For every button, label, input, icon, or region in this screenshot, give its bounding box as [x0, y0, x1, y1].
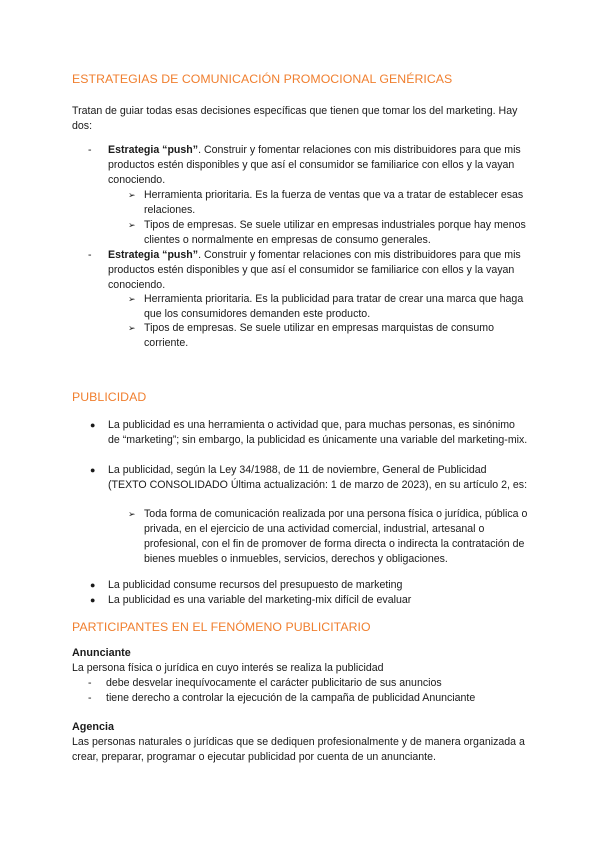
bullet-dot-icon: ●: [90, 465, 96, 475]
strategy-1-name: Estrategia “push”: [108, 144, 199, 156]
publicidad-bullet-1-text: La publicidad es una herramienta o actividad que, para muchas personas, es sinónimo de “marketing”; sin embargo, la publicidad es únicamente una variable del marketing-mix.: [108, 419, 528, 446]
strategy-1-sub-1-text: Herramienta prioritaria. Es la fuerza de ventas que va a tratar de establecer esas relaciones.: [144, 189, 524, 216]
anunciante-definition: La persona física o jurídica en cuyo interés se realiza la publicidad: [72, 662, 384, 674]
publicidad-bullet-4: [88, 593, 528, 608]
strategy-item-1: [88, 143, 528, 188]
bullet-dot-icon: ●: [90, 420, 96, 430]
strategy-1-text: . Construir y fomentar relaciones con mis distribuidores para que mis productos estén disponibles y que así el consumidor se familiarice con ellos y la vayan conociendo.: [108, 144, 521, 186]
ley-quote: [128, 507, 528, 567]
strategy-2-text: . Construir y fomentar relaciones con mis distribuidores para que mis productos estén disponibles y que así el consumidor se familiarice con ellos y la vayan conociendo.: [108, 249, 521, 291]
dash-marker: -: [88, 249, 92, 261]
bullet-dot-icon: ●: [90, 595, 96, 605]
publicidad-bullet-4-text: La publicidad es una variable del marketing-mix difícil de evaluar: [108, 594, 412, 606]
strategy-2-name: Estrategia “push”: [108, 249, 199, 261]
section-title-participantes: PARTICIPANTES EN EL FENÓMENO PUBLICITARIO: [72, 620, 371, 634]
publicidad-bullet-3-text: La publicidad consume recursos del presupuesto de marketing: [108, 579, 403, 591]
publicidad-bullet-2-text: La publicidad, según la Ley 34/1988, de 11 de noviembre, General de Publicidad (TEXTO CONSOLIDADO Última actualización: 1 de marzo de 2023), en su artículo 2, es:: [108, 464, 528, 491]
publicidad-bullet-1: [88, 418, 528, 448]
dash-marker: -: [88, 144, 92, 156]
arrow-bullet-icon: ➢: [128, 509, 136, 519]
section-title-estrategias: ESTRATEGIAS DE COMUNICACIÓN PROMOCIONAL GENÉRICAS: [72, 72, 453, 86]
strategy-2-sub-1-text: Herramienta prioritaria. Es la publicidad para tratar de crear una marca que haga que los consumidores demanden este producto.: [144, 293, 524, 320]
anunciante-item-1-text: debe desvelar inequívocamente el carácter publicitario de sus anuncios: [106, 677, 442, 689]
dash-marker: -: [88, 677, 92, 689]
strategy-1-sub-2: [128, 218, 528, 248]
arrow-bullet-icon: ➢: [128, 190, 136, 200]
strategy-1-sub-1: [128, 188, 528, 218]
agencia-heading: Agencia: [72, 721, 115, 733]
anunciante-heading: Anunciante: [72, 647, 131, 659]
strategy-2-sub-1: [128, 292, 528, 322]
anunciante-item-2-text: tiene derecho a controlar la ejecución de la campaña de publicidad Anunciante: [106, 692, 476, 704]
intro-paragraph: Tratan de guiar todas esas decisiones específicas que tienen que tomar los del marketing. Hay dos:: [72, 105, 518, 132]
arrow-bullet-icon: ➢: [128, 220, 136, 230]
anunciante-item-2: [88, 691, 528, 706]
strategy-item-2: [88, 248, 528, 293]
strategy-2-sub-2-text: Tipos de empresas. Se suele utilizar en empresas marquistas de consumo corriente.: [144, 322, 494, 349]
ley-quote-text: Toda forma de comunicación realizada por una persona física o jurídica, pública o privada, en el ejercicio de una actividad comercial, industrial, artesanal o profesional, con el fin de promover de forma directa o indirecta la contratación de bienes muebles o inmuebles, servicios, derechos y obligaciones.: [144, 508, 528, 565]
arrow-bullet-icon: ➢: [128, 294, 136, 304]
publicidad-bullet-2: [88, 463, 528, 493]
anunciante-item-1: [88, 676, 528, 691]
arrow-bullet-icon: ➢: [128, 323, 136, 333]
strategy-1-sub-2-text: Tipos de empresas. Se suele utilizar en empresas industriales porque hay menos clientes o normalmente en empresas de consumo generales.: [144, 219, 526, 246]
dash-marker: -: [88, 692, 92, 704]
strategy-2-sub-2: [128, 321, 528, 351]
publicidad-bullet-3: [88, 578, 528, 593]
bullet-dot-icon: ●: [90, 580, 96, 590]
section-title-publicidad: PUBLICIDAD: [72, 390, 147, 404]
agencia-definition: Las personas naturales o jurídicas que se dediquen profesionalmente y de manera organizada a crear, preparar, programar o ejecutar publicidad por cuenta de un anunciante.: [72, 736, 525, 763]
